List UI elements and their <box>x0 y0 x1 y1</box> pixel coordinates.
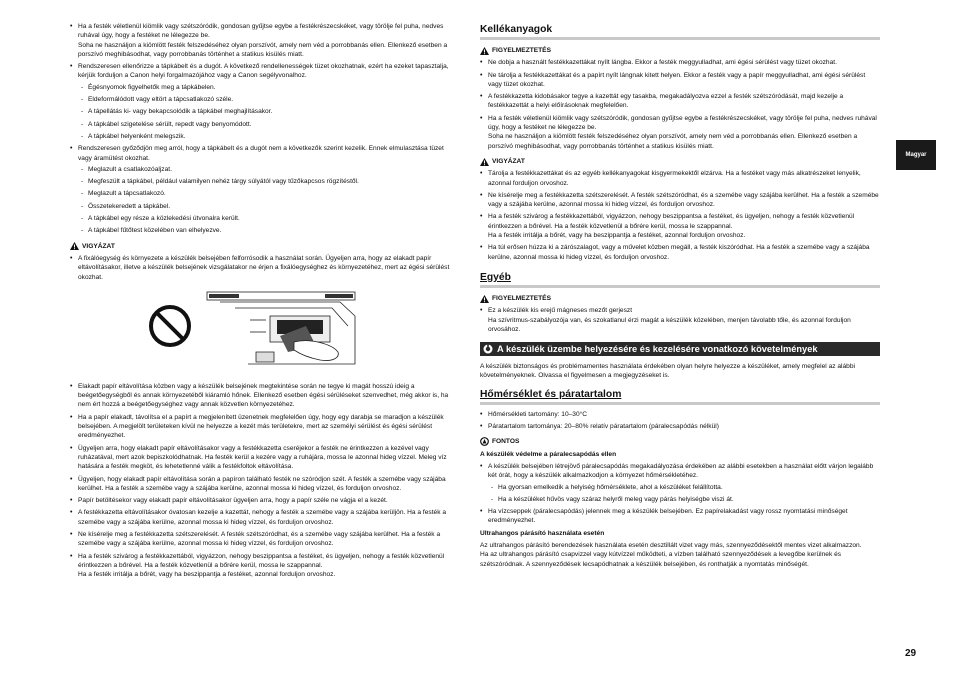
requirements-intro: A készülék biztonságos és problémamentes használata érdekében olyan helyre helyezze a készüléket, amely megfelel az alábbi követelményeknek. Olvassa el figyelmesen a megjegyzéseket is. <box>480 363 855 380</box>
list-item: • Ügyeljen arra, hogy elakadt papír eltávolításakor vagy a festékkazetta cseréjekor a festék ne érintkezzen a kezével vagy ruházatával, mert azok bepiszkolódhatnak. Ha festék kerül a kezére vagy a ruhájára, mossa le azonnal hideg vízzel. Meleg víz hatására a festék megköt, és lehetetlenné válik a festékfoltok eltávolítása. <box>70 444 458 472</box>
sub-list-item: - Égésnyomok figyelhetők meg a tápkábelen. <box>78 83 458 92</box>
sub-list-item: - A tápkábel egy része a közlekedési útvonalra került. <box>78 214 458 223</box>
list-item: • Páratartalom tartománya: 20–80% relatív páratartalom (páralecsapódás nélkül) <box>480 422 880 431</box>
warning-heading: FIGYELMEZTETÉS <box>480 294 880 303</box>
warning-icon <box>480 47 489 55</box>
list-item: • Ne tárolja a festékkazettákat és a papírt nyílt lángnak kitett helyen. Ekkor a festék vagy a papír meggyulladhat, ami égési sérülést vagy tüzet okozhat. <box>480 71 880 90</box>
language-tab: Magyar <box>896 140 936 170</box>
gear-icon <box>483 344 493 354</box>
paragraph: Ha az ultrahangos párásító csapvizzel vagy kútvízzel működteti, a vízben található szennyeződések a levegőbe kerülnek és szétszóródnak. A szennyeződések lecsapódhatnak a készülék belsejében, és ronthatják a nyomtatás minőségét. <box>480 551 842 568</box>
caution-heading: VIGYÁZAT <box>70 242 458 251</box>
note-text: Soha ne használjon a kiömlött festék felszedéséhez olyan porszívót, amely nem véd a porrobbanás ellen. Ellenkező esetben a porszívó meghibásodhat, vagy porrobbanás történhet a statikus kisülés miatt. <box>488 133 858 150</box>
section-title-other: Egyéb <box>480 272 880 288</box>
sub-list-item: - A tápkábel szigetelése sérült, repedt vagy benyomódott. <box>78 120 458 129</box>
caution-heading: VIGYÁZAT <box>480 157 880 166</box>
list-item: • Tárolja a festékkazettákat és az egyéb kellékanyagokat kisgyermekektől elzárva. Ha a festéket vagy más alkatrészeket lenyelik, azonnal forduljon orvoshoz. <box>480 169 880 188</box>
note-text: Ha a festék irritálja a bőrét, vagy ha beszippantja a festéket, azonnal forduljon orvoshoz. <box>488 232 746 240</box>
paragraph: Az ultrahangos párásító berendezések használata esetén desztillált vizet vagy más, szennyeződésektől mentes vizet alkalmazzon. <box>480 541 862 549</box>
note-text: Soha ne használjon a kiömlött festék felszedéséhez olyan porszívót, amely nem véd a porrobbanás ellen. Ellenkező esetben a porszívó meghibásodhat, vagy porrobbanás történhet a statikus kisülés miatt. <box>78 41 448 58</box>
sub-list-item: - Ha gyorsan emelkedik a helyiség hőmérséklete, ahol a készüléket felállította. <box>488 483 880 492</box>
caution-icon <box>70 242 79 250</box>
important-heading: FONTOS <box>480 437 880 446</box>
fixing-unit-illustration <box>70 286 458 376</box>
list-item: • Hőmérsékleti tartomány: 10–30°C <box>480 410 880 419</box>
list-item: • Ne kísérelje meg a festékkazetta szétszerelését. A festék szétszóródhat, és a szemébe vagy szájába kerülhet. Ha a festék a szemébe vagy a szájába kerülne, azonnal mossa ki hideg vízzel, és forduljon orvoshoz. <box>480 191 880 210</box>
list-item: • A festékkazetta kidobásakor tegye a kazettát egy tasakba, megakadályozva ezzel a festék szétszóródását, majd kezelje a festékkazettát a helyi előírásoknak megfelelően. <box>480 92 880 111</box>
right-column <box>480 22 880 574</box>
important-icon <box>480 437 489 446</box>
sub-list <box>78 165 458 236</box>
list-item: • Ez a készülék kis erejű mágneses mezőt gerjeszt Ha szívritmus-szabályozója van, és szokatlanul érzi magát a készülék közelében, menjen távolabb tőle, és azonnal forduljon orvosához. <box>480 306 880 334</box>
note-text: Ha a festék irritálja a bőrét, vagy ha beszippantja a festéket, azonnal forduljon orvoshoz. <box>78 571 336 579</box>
left-column <box>70 22 458 582</box>
list-item: • Rendszeresen ellenőrizze a tápkábelt és a dugót. A következő rendellenességek tüzet okozhatnak, ezért ha ezeket tapasztalja, kérjük forduljon a Canon helyi forgalmazójához vagy a Canon segélyvonalhoz. - Égésnyomok figyelhetők meg a tápkábelen. - Eldeformálódott vagy eltört a tápcsatlakozó széle. - A tápellátás ki- vagy bekapcsolódik a tápkábel meghajlításakor. - A tápkábel szigetelése sérült, repedt vagy benyomódott. - A tápkábel helyenként melegszik. <box>70 62 458 141</box>
sub-list-item: - A tápellátás ki- vagy bekapcsolódik a tápkábel meghajlításakor. <box>78 107 458 116</box>
list-item: • A készülék belsejében létrejövő páralecsapódás megakadályozása érdekében az alábbi esetekben a használat előtt várjon legalább két órát, hogy a készülék alkalmazkodjon a környezet hőmérsékletéhez. - Ha gyorsan emelkedik a helyiség hőmérséklete, ahol a készüléket felállította. - Ha a készüléket hűvös vagy száraz helyről meleg vagy párás helyiségbe viszi át. <box>480 462 880 504</box>
prohibition-icon <box>151 307 189 345</box>
list-item: • Ha a festék véletlenül kiömlik vagy szétszóródik, gondosan gyűjtse egybe a festékrészecskéket, vagy törölje fel puha, nedves ruhával úgy, hogy a festéket ne lélegezze be. Soha ne használjon a kiömlött festék felszedéséhez olyan porszívót, amely nem véd a porrobbanás ellen. Ellenkező esetben a porszívó meghibásodhat, vagy porrobbanás történhet a statikus kisülés miatt. <box>70 22 458 59</box>
list-item: • Ügyeljen, hogy elakadt papír eltávolítása során a papíron található festék ne szóródjon szét. A festék a szemébe vagy szájába kerülhet. Ha a festék a szemébe vagy a szájába kerülne, azonnal mossa ki hideg vízzel, és forduljon orvoshoz. <box>70 475 458 494</box>
page-number: 29 <box>905 648 917 659</box>
sub-list-item: - A tápkábel helyenként melegszik. <box>78 132 458 141</box>
list-item: • Ne kísérelje meg a festékkazetta szétszerelését. A festék szétszóródhat, és a szemébe vagy szájába kerülhet. Ha a festék a szemébe vagy a szájába kerülne, azonnal mossa ki hideg vízzel, és forduljon orvoshoz. <box>70 530 458 549</box>
list-item: • Ha a festék szivárog a festékkazettából, vigyázzon, nehogy beszippantsa a festéket, és ügyeljen, nehogy a festék közvetlenül érintkezzen a bőrével. Ha a festék közvetlenül a bőrére kerül, mossa le szappannal. Ha a festék irritálja a bőrét, vagy ha beszippantja a festéket, azonnal forduljon orvoshoz. <box>480 212 880 240</box>
no-touch-illustration <box>70 286 458 376</box>
ultrasonic-subheading: Ultrahangos párásító használata esetén <box>480 529 605 537</box>
caution-icon <box>480 158 489 166</box>
list-item: • Ha túl erősen húzza ki a zárószalagot, vagy a művelet közben megáll, a festék kiszóródhat. Ha a festék a szemébe vagy a szájába kerülne, azonnal mossa ki hideg vízzel, és forduljon orvoshoz. <box>480 243 880 262</box>
sub-list-item: - Összetekeredett a tápkábel. <box>78 202 458 211</box>
sub-list-item: - Eldeformálódott vagy eltört a tápcsatlakozó széle. <box>78 95 458 104</box>
list-item: • Elakadt papír eltávolítása közben vagy a készülék belsejének megtekintése során ne tegye ki magát hosszú ideig a beégetőegységből és annak környezetéből kiáramló hőnek. Ellenkező esetben égési sérüléseket szenvedhet, még akkor is, ha nem ért hozzá a beégetőegységhez vagy annak közvetlen környezetéhez. <box>70 382 458 410</box>
sub-list-item: - Meglazult a csatlakozóaljzat. <box>78 165 458 174</box>
section-title-temperature: Hőmérséklet és páratartalom <box>480 389 880 405</box>
warning-icon <box>480 295 489 303</box>
sub-list <box>488 483 880 505</box>
sub-list-item: - Megfeszült a tápkábel, például valamilyen nehéz tárgy súlyától vagy tűzőkapcsos rögzítéstől. <box>78 177 458 186</box>
sub-list-item: - Ha a készüléket hűvös vagy száraz helyről meleg vagy párás helyiségbe viszi át. <box>488 495 880 504</box>
printer-drawing <box>207 292 355 364</box>
list-item: • Ha vízcseppek (páralecsapódás) jelennek meg a készülék belsejében. Ez papírelakadást vagy rossz nyomtatási minőséget eredményezhet. <box>480 507 880 526</box>
list-item: • Papír betöltésekor vagy elakadt papír eltávolításakor ügyeljen arra, hogy a papír széle ne vágja el a kezét. <box>70 496 458 505</box>
note-text: Ha szívritmus-szabályozója van, és szokatlanul érzi magát a készülék közelében, menjen távolabb tőle, és azonnal forduljon orvosához. <box>488 316 851 333</box>
list-item: • Ha a papír elakadt, távolítsa el a papírt a megjelenített üzenetnek megfelelően úgy, hogy egy darabja se maradjon a készülék belsejében. A megjelölt területeken kívül ne helyezze a kezét más területekre, mert az személyi sérülést és égési sérülést eredményezhet. <box>70 413 458 441</box>
list-item: • A fixálóegység és környezete a készülék belsejében felforrósodik a használat során. Ügyeljen arra, hogy az elakadt papír eltávolításakor, illetve a készülék belsejének vizsgálatakor ne érjen a fixálóegységhez és környezetéhez, mert az égési sérülést okozhat. <box>70 254 458 282</box>
sub-list-item: - A tápkábel fűtőtest közelében van elhelyezve. <box>78 226 458 235</box>
sub-list-item: - Meglazult a tápcsatlakozó. <box>78 189 458 198</box>
requirements-banner: A készülék üzembe helyezésére és kezelésére vonatkozó követelmények <box>480 342 880 356</box>
list-item: • Ha a festék szivárog a festékkazettából, vigyázzon, nehogy beszippantsa a festéket, és ügyeljen, nehogy a festék közvetlenül érintkezzen a bőrével. Ha a festék közvetlenül a bőrére kerül, mossa le szappannal. Ha a festék irritálja a bőrét, vagy ha beszippantja a festéket, azonnal forduljon orvoshoz. <box>70 552 458 580</box>
sub-list <box>78 83 458 141</box>
list-item: • Rendszeresen győződjön meg arról, hogy a tápkábelt és a dugót nem a következők szerint kezelik. Ennek elmulasztása tüzet vagy áramütést okozhat. - Meglazult a csatlakozóaljzat. - Megfeszült a tápkábel, például valamilyen nehéz tárgy súlyától vagy tűzőkapcsos rögzítéstől. - Meglazult a tápcsatlakozó. - Összetekeredett a tápkábel. - A tápkábel egy része a közlekedési útvonalra került. - A tápkábel fűtőtest közelében van elhelyezve. <box>70 144 458 235</box>
warning-heading: FIGYELMEZTETÉS <box>480 46 880 55</box>
list-item: • A festékkazetta eltávolításakor óvatosan kezelje a kazettát, nehogy a festék a szemébe vagy a szájába kerüljön. Ha a festék a szemébe vagy a szájába kerülne, azonnal mossa ki hideg vízzel, és forduljon orvoshoz. <box>70 508 458 527</box>
list-item: • Ne dobja a használt festékkazettákat nyílt lángba. Ekkor a festék meggyulladhat, ami égési sérülést vagy tüzet okozhat. <box>480 58 880 67</box>
important-subheading: A készülék védelme a páralecsapódás ellen <box>480 450 617 458</box>
section-title-supplies: Kellékanyagok <box>480 24 880 40</box>
list-item: • Ha a festék véletlenül kiömlik vagy szétszóródik, gondosan gyűjtse egybe a festékrészecskéket, vagy törölje fel puha, nedves ruhával úgy, hogy a festéket ne lélegezze be. Soha ne használjon a kiömlött festék felszedéséhez olyan porszívót, amely nem véd a porrobbanás ellen. Ellenkező esetben a porszívó meghibásodhat, vagy porrobbanás történhet a statikus kisülés miatt. <box>480 114 880 151</box>
